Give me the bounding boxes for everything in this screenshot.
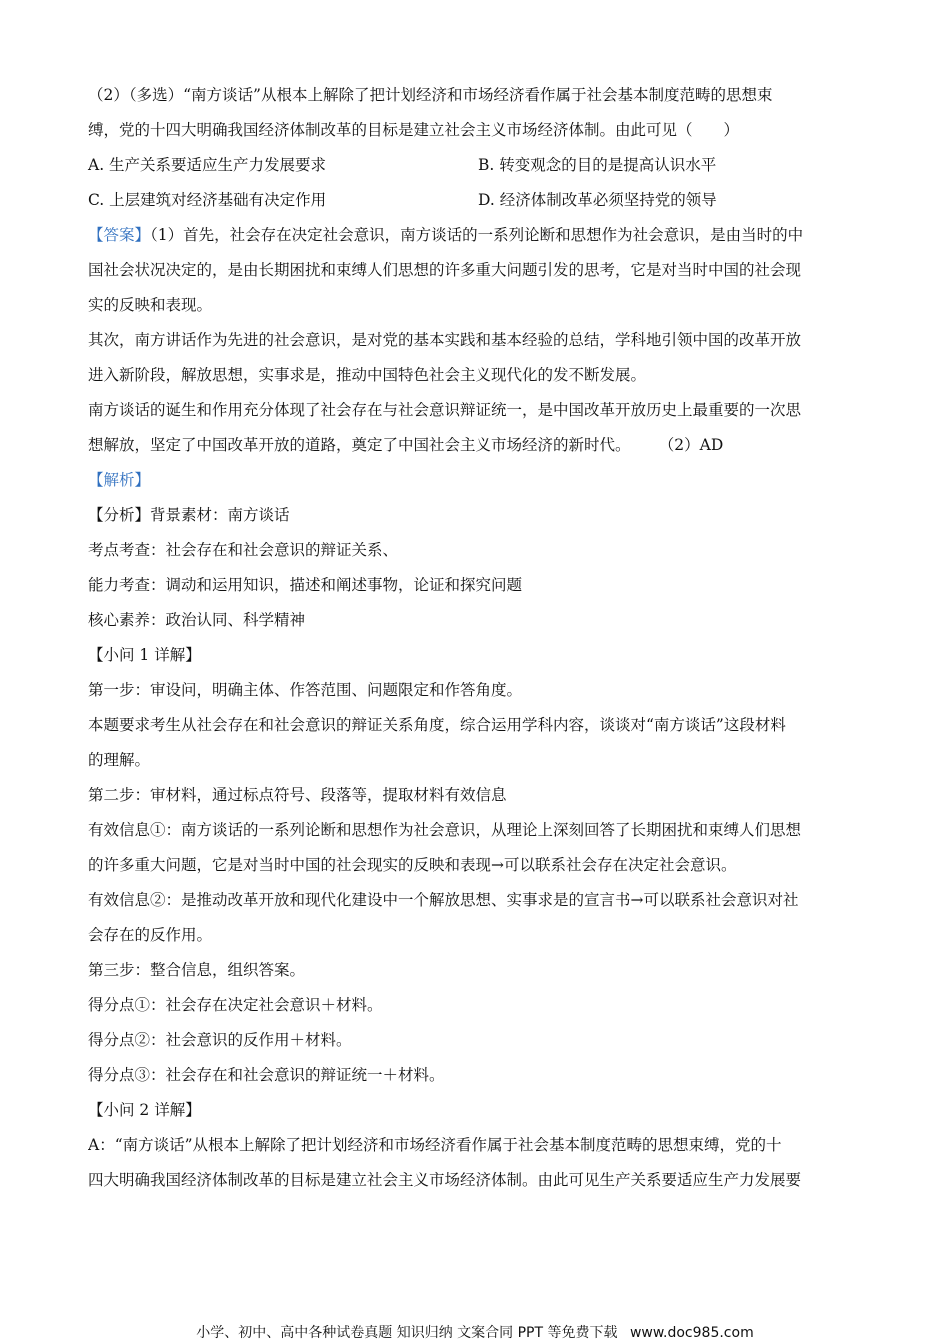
answer-line-4: 其次，南方讲话作为先进的社会意识，是对党的基本实践和基本经验的总结，学科地引领中国的改革开放 <box>88 331 802 349</box>
analysis-line: A：“南方谈话”从根本上解除了把计划经济和市场经济看作属于社会基本制度范畴的思想束缚，党的十 <box>88 1136 782 1154</box>
answer-line-2: 国社会状况决定的，是由长期困扰和束缚人们思想的许多重大问题引发的思考，它是对当时中国的社会现 <box>88 261 802 279</box>
options-row-1 <box>88 148 868 183</box>
answer-text: （1）首先，社会存在决定社会意识，南方谈话的一系列论断和思想作为社会意识，是由当时的中 <box>150 226 804 244</box>
question-stem-line-1: （2）（多选）“南方谈话”从根本上解除了把计划经济和市场经济看作属于社会基本制度范畴的思想束 <box>88 86 773 104</box>
analysis-line: 得分点③：社会存在和社会意识的辩证统一＋材料。 <box>88 1066 445 1084</box>
option-b: B. 转变观念的目的是提高认识水平 <box>478 156 717 174</box>
answer-line-6: 南方谈话的诞生和作用充分体现了社会存在与社会意识辩证统一，是中国改革开放历史上最重要的一次思 <box>88 401 802 419</box>
question-stem-line-2: 缚，党的十四大明确我国经济体制改革的目标是建立社会主义市场经济体制。由此可见（ ） <box>88 121 740 139</box>
document-body <box>88 78 868 1198</box>
answer-tag: 【答案】 <box>88 226 151 244</box>
sub-question-1-heading: 【小问 1 详解】 <box>88 646 201 664</box>
answer-line-1 <box>88 218 868 253</box>
analysis-line: 得分点②：社会意识的反作用＋材料。 <box>88 1031 352 1049</box>
sub-question-2-heading: 【小问 2 详解】 <box>88 1101 201 1119</box>
answer-line-3: 实的反映和表现。 <box>88 296 213 314</box>
answer-line-7 <box>88 428 868 463</box>
analysis-line: 第三步：整合信息，组织答案。 <box>88 961 306 979</box>
analysis-line: 得分点①：社会存在决定社会意识＋材料。 <box>88 996 383 1014</box>
options-row-2 <box>88 183 868 218</box>
analysis-line: 核心素养：政治认同、科学精神 <box>88 611 306 629</box>
analysis-tag: 【解析】 <box>88 471 151 489</box>
page-footer <box>0 1322 950 1342</box>
analysis-line: 本题要求考生从社会存在和社会意识的辩证关系角度，综合运用学科内容，谈谈对“南方谈话”这段材料 <box>88 716 786 734</box>
footer-text: 小学、初中、高中各种试卷真题 知识归纳 文案合同 PPT 等免费下载 <box>196 1325 618 1341</box>
analysis-line: 第一步：审设问，明确主体、作答范围、问题限定和作答角度。 <box>88 681 523 699</box>
answer-line-5: 进入新阶段，解放思想，实事求是，推动中国特色社会主义现代化的发不断发展。 <box>88 366 647 384</box>
analysis-line: 考点考查：社会存在和社会意识的辩证关系、 <box>88 541 399 559</box>
analysis-line: 的许多重大问题，它是对当时中国的社会现实的反映和表现→可以联系社会存在决定社会意识。 <box>88 856 737 874</box>
analysis-line: 第二步：审材料，通过标点符号、段落等，提取材料有效信息 <box>88 786 507 804</box>
analysis-line: 的理解。 <box>88 751 151 769</box>
option-d: D. 经济体制改革必须坚持党的领导 <box>478 191 717 209</box>
analysis-line: 【分析】背景素材：南方谈话 <box>88 506 290 524</box>
analysis-line: 有效信息①：南方谈话的一系列论断和思想作为社会意识，从理论上深刻回答了长期困扰和束缚人们思想 <box>88 821 802 839</box>
answer-text: 想解放，坚定了中国改革开放的道路，奠定了中国社会主义市场经济的新时代。 <box>88 436 631 454</box>
analysis-line: 有效信息②：是推动改革开放和现代化建设中一个解放思想、实事求是的宣言书→可以联系社会意识对社 <box>88 891 799 909</box>
option-a: A. 生产关系要适应生产力发展要求 <box>88 156 327 174</box>
analysis-line: 会存在的反作用。 <box>88 926 213 944</box>
option-c: C. 上层建筑对经济基础有决定作用 <box>88 191 327 209</box>
answer-part2: （2）AD <box>666 436 724 454</box>
footer-site-link[interactable]: www.doc985.com <box>629 1325 754 1341</box>
analysis-line: 四大明确我国经济体制改革的目标是建立社会主义市场经济体制。由此可见生产关系要适应生产力发展要 <box>88 1171 802 1189</box>
analysis-line: 能力考查：调动和运用知识，描述和阐述事物，论证和探究问题 <box>88 576 523 594</box>
